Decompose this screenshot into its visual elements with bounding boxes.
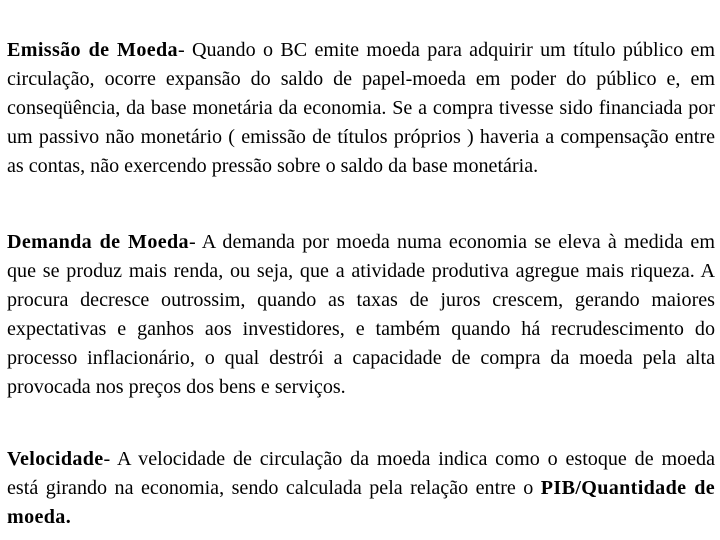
- term-emissao-de-moeda: Emissão de Moeda: [7, 39, 178, 61]
- definition-text: A velocidade de circulação da moeda indica como o estoque de moeda está girando na economia, sendo calculada pela relação entre o: [7, 448, 716, 499]
- paragraph-emissao-de-moeda: [7, 36, 715, 181]
- paragraph-demanda-de-moeda: [7, 228, 715, 402]
- term-velocidade: Velocidade: [7, 448, 104, 470]
- term-separator: -: [188, 231, 202, 253]
- emphasized-formula: PIB/Quantidade de moeda: [7, 477, 715, 528]
- formula-period: .: [65, 506, 72, 528]
- term-separator: -: [177, 39, 192, 61]
- definition-text: A demanda por moeda numa economia se eleva à medida em que se produz mais renda, ou seja, que a atividade produtiva agregue mais riqueza. A procura decresce outrossim, quando as taxas de juros crescem, gerando maiores expectativas e ganhos aos investidores, e também quando há recrudescimento do processo inflacionário, o qual destrói a capacidade de compra da moeda pela alta provocada nos preços dos bens e serviços.: [7, 231, 715, 398]
- term-demanda-de-moeda: Demanda de Moeda: [7, 231, 189, 253]
- definition-text: Quando o BC emite moeda para adquirir um título público em circulação, ocorre expansão do saldo de papel-moeda em poder do público e, em conseqüência, da base monetária da economia. Se a compra tivesse sido financiada por um passivo não monetário ( emissão de títulos próprios ) haveria a compensação entre as contas, não exercendo pressão sobre o saldo da base monetária.: [7, 39, 716, 177]
- paragraph-velocidade: [7, 445, 715, 532]
- term-separator: -: [103, 448, 117, 470]
